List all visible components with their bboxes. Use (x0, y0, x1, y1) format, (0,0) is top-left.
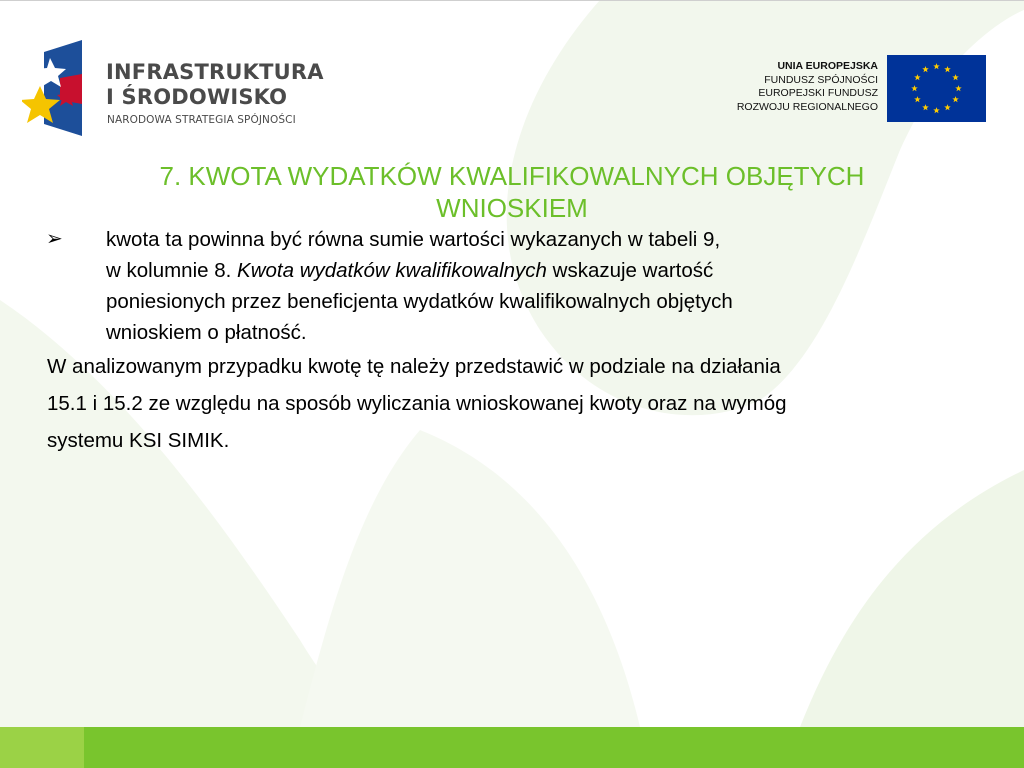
eu-flag-icon (887, 55, 986, 122)
bullet-line2-suffix: wskazuje wartość (546, 259, 714, 282)
paragraph-line2: 15.1 i 15.2 ze względu na sposób wyliczania wnioskowanej kwoty oraz na wymóg (47, 392, 787, 415)
slide-title-line1: 7. KWOTA WYDATKÓW KWALIFIKOWALNYCH OBJĘTYCH (159, 161, 865, 191)
infrastructure-logo-icon (22, 38, 84, 138)
logo-title-line1: INFRASTRUKTURA (106, 60, 324, 84)
eu-line2: FUNDUSZ SPÓJNOŚCI (764, 73, 878, 86)
eu-line4: ROZWOJU REGIONALNEGO (736, 100, 878, 113)
footer-bar-accent (0, 727, 84, 768)
bullet-line4: wnioskiem o płatność. (106, 321, 307, 344)
bullet-line1: kwota ta powinna być równa sumie wartości wykazanych w tabeli 9, (106, 228, 721, 251)
paragraph-line1: W analizowanym przypadku kwotę tę należy przedstawić w podziale na działania (47, 355, 781, 378)
footer-bar (0, 727, 1024, 768)
slide-title-line2: WNIOSKIEM (436, 193, 588, 223)
bullet-item (106, 224, 906, 348)
body-paragraph (47, 348, 1007, 459)
bullet-line2-prefix: w kolumnie 8. (106, 259, 238, 282)
bullet-line2-italic: Kwota wydatków kwalifikowalnych (237, 259, 547, 282)
eu-line1: UNIA EUROPEJSKA (777, 60, 878, 72)
bullet-line2 (106, 255, 906, 286)
top-rule (0, 0, 1024, 1)
eu-funds-label (737, 60, 878, 114)
bullet-line3: poniesionych przez beneficjenta wydatków kwalifikowalnych objętych (106, 290, 733, 313)
logo-title-line2: I ŚRODOWISKO (106, 85, 288, 109)
slide-title (40, 160, 984, 224)
logo-title (106, 60, 324, 110)
eu-line3: EUROPEJSKI FUNDUSZ (758, 87, 878, 99)
logo-subtitle: NARODOWA STRATEGIA SPÓJNOŚCI (107, 114, 296, 126)
paragraph-line3: systemu KSI SIMIK. (47, 429, 230, 452)
arrow-bullet-icon: ➢ (46, 228, 63, 250)
